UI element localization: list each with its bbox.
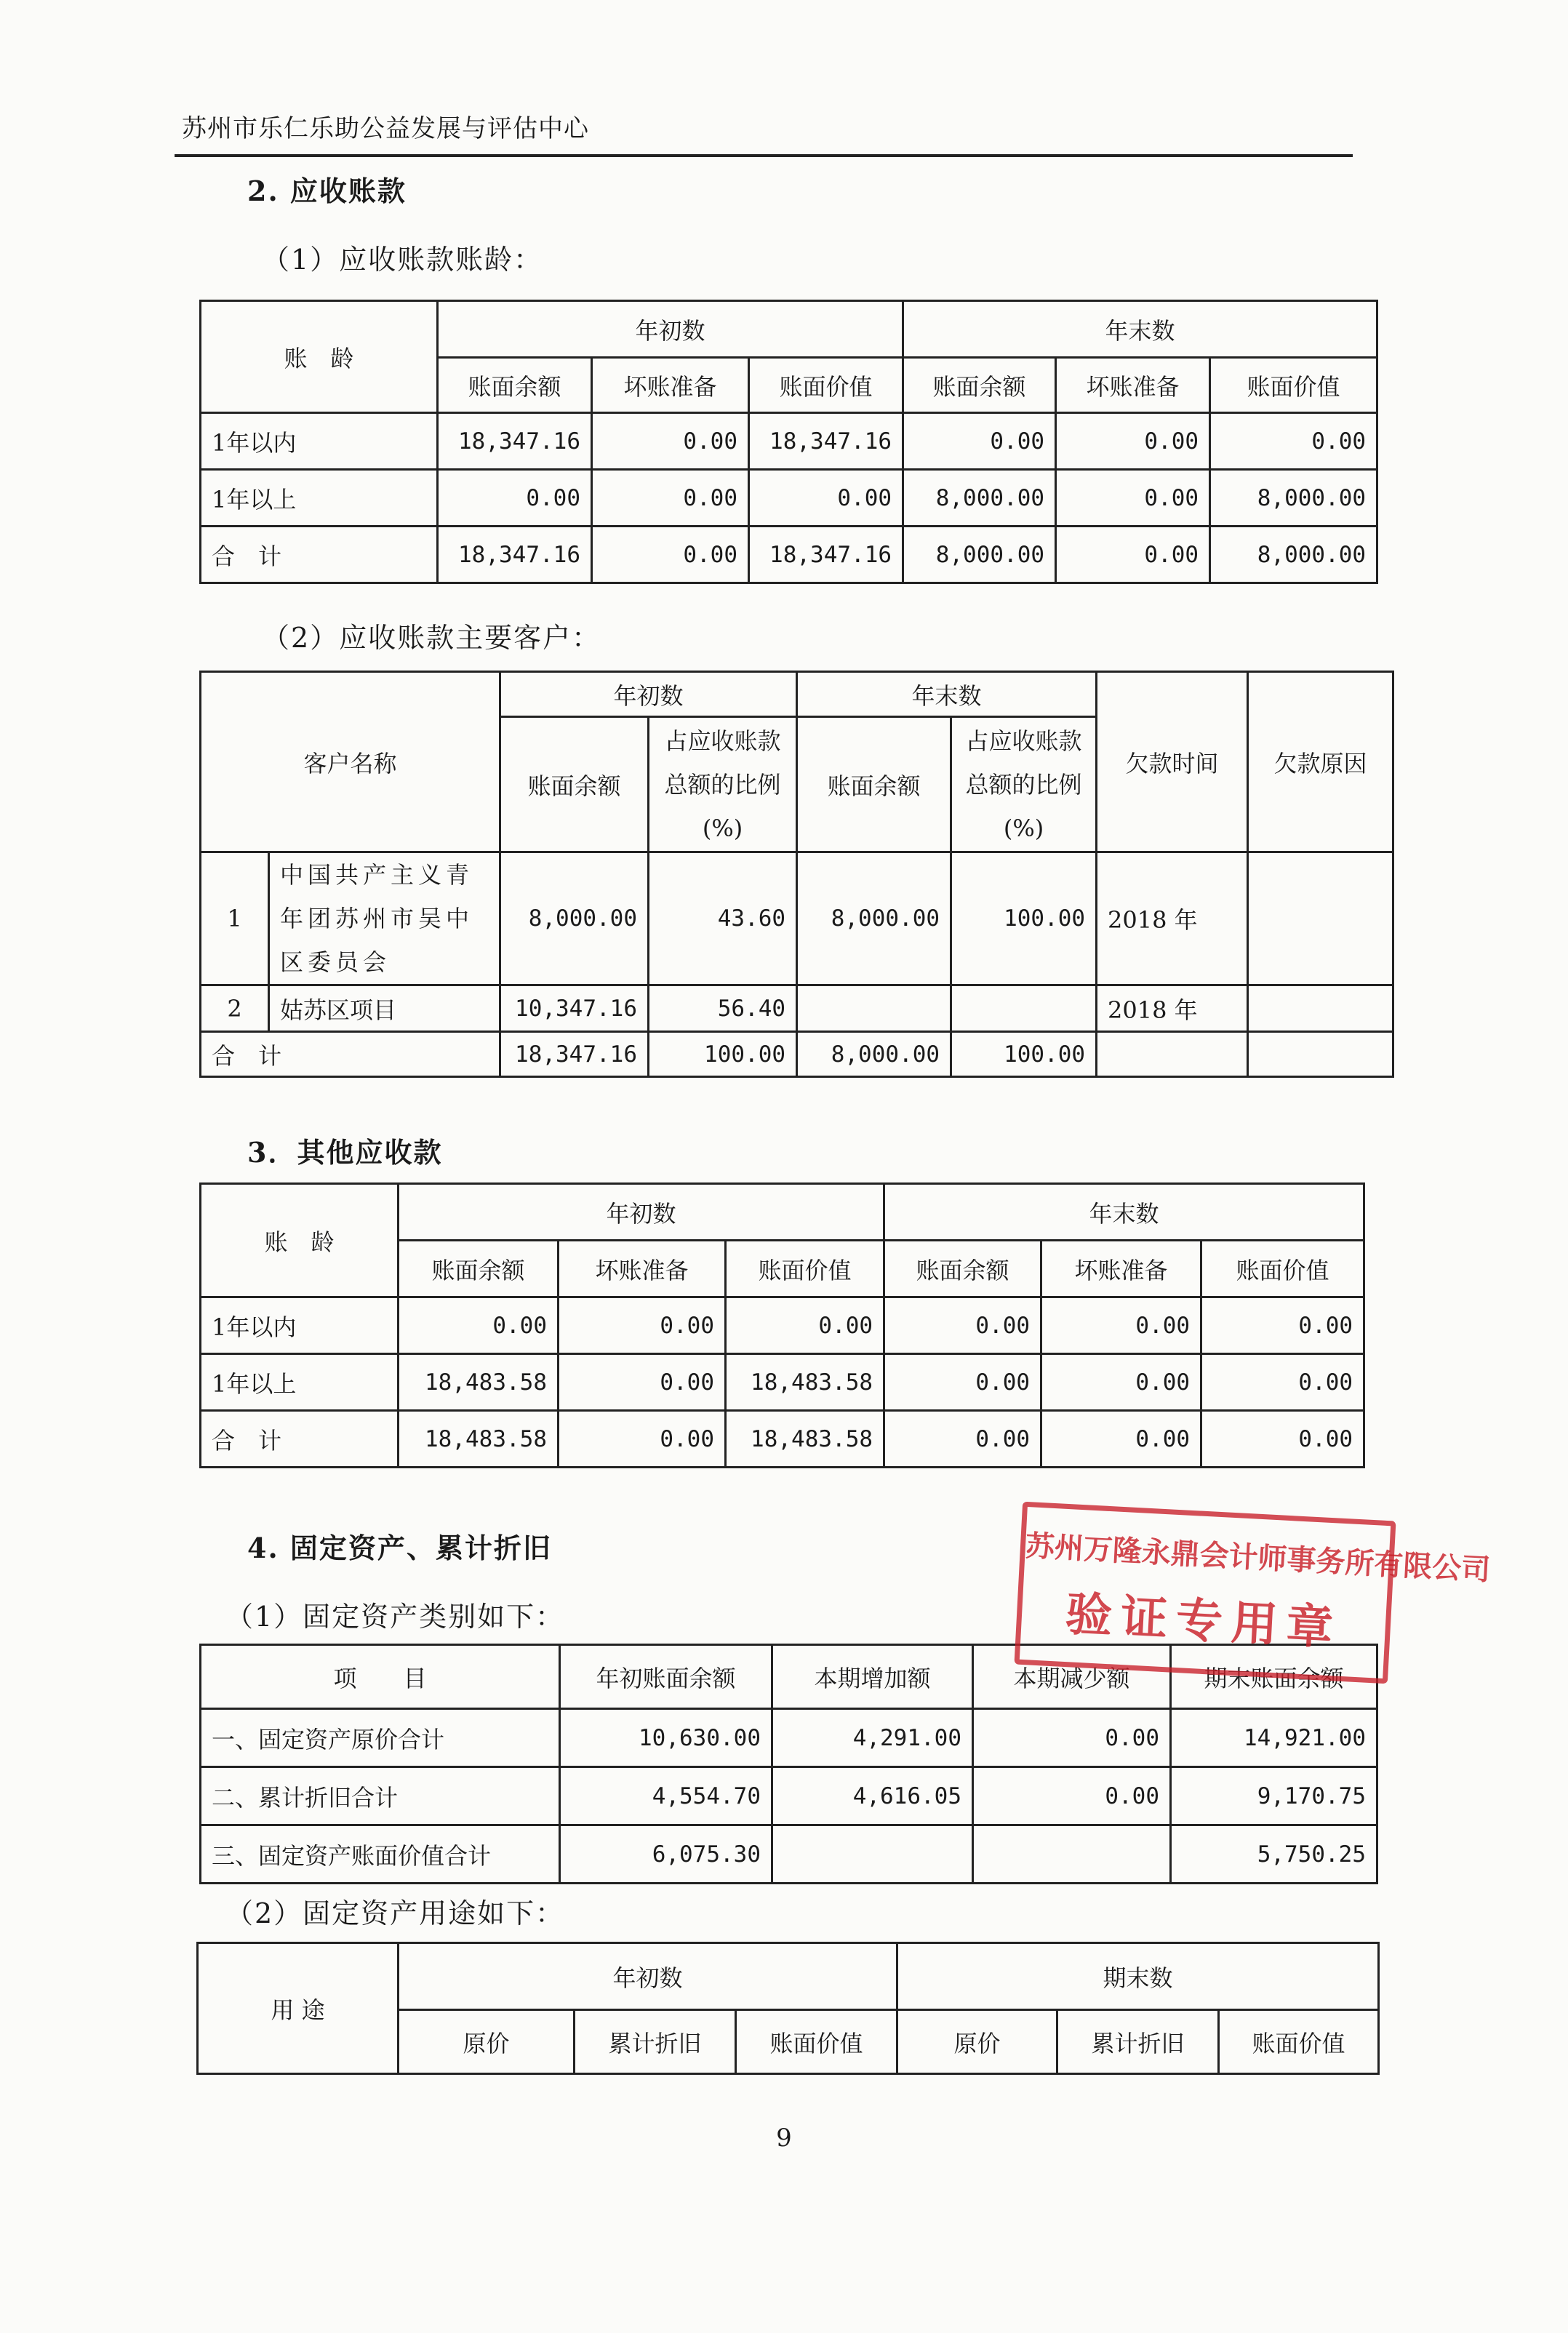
col-age-header: 账 龄: [201, 301, 438, 413]
cell: 0.00: [559, 1297, 726, 1354]
col-header: 账面价值: [749, 358, 903, 413]
group-end-header: 年末数: [797, 672, 1097, 717]
cell: 0.00: [973, 1767, 1171, 1825]
cell: 10,347.16: [500, 985, 649, 1032]
col-ratio-header: 占应收账款总额的比例(%): [951, 717, 1097, 852]
col-header: 坏账准备: [1041, 1241, 1201, 1297]
cell: 6,075.30: [560, 1825, 772, 1884]
cell: 4,616.05: [772, 1767, 973, 1825]
cell: 8,000.00: [903, 527, 1056, 583]
cell: 0.00: [399, 1297, 559, 1354]
row-label: 1年以上: [201, 1354, 399, 1411]
group-begin-header: 年初数: [500, 672, 797, 717]
row-label: 合 计: [201, 527, 438, 583]
cell: 0.00: [884, 1297, 1041, 1354]
cell: 0.00: [1201, 1297, 1364, 1354]
col-time-header: 欠款时间: [1097, 672, 1248, 852]
section-2-2-title: （2）应收账款主要客户：: [262, 622, 601, 654]
table-row-total: [201, 1032, 1393, 1077]
col-header: 累计折旧: [575, 2010, 736, 2074]
cell: 0.00: [1056, 470, 1210, 527]
table-row: [201, 470, 1377, 527]
group-begin-header: 年初数: [438, 301, 903, 358]
cell: 0.00: [438, 470, 592, 527]
cell: 8,000.00: [1210, 470, 1377, 527]
table-row: [201, 852, 1393, 985]
cell: 0.00: [1210, 413, 1377, 470]
cell: 5,750.25: [1171, 1825, 1377, 1884]
cell: 0.00: [592, 527, 749, 583]
cell: 56.40: [649, 985, 797, 1032]
col-balance-header: 账面余额: [500, 717, 649, 852]
row-label: 二、累计折旧合计: [201, 1767, 560, 1825]
table-row: [201, 1354, 1364, 1411]
page-number: 9: [776, 2124, 792, 2153]
cell: 18,347.16: [500, 1032, 649, 1077]
col-header: 账面价值: [736, 2010, 897, 2074]
cell: 0.00: [559, 1354, 726, 1411]
cell: 8,000.00: [500, 852, 649, 985]
cell: 9,170.75: [1171, 1767, 1377, 1825]
cell: [973, 1825, 1171, 1884]
fixed-assets-use-table: [196, 1942, 1380, 2075]
col-ratio-header: 占应收账款总额的比例(%): [649, 717, 797, 852]
col-header: 原价: [897, 2010, 1057, 2074]
fixed-assets-category-table: [199, 1644, 1378, 1884]
table-row-total: [201, 527, 1377, 583]
col-header: 本期增加额: [772, 1645, 973, 1709]
col-header: 账面价值: [1219, 2010, 1379, 2074]
receivables-customers-table: [199, 671, 1394, 1078]
col-header: 原价: [399, 2010, 575, 2074]
cell: 14,921.00: [1171, 1709, 1377, 1767]
cell: 18,483.58: [726, 1411, 884, 1468]
cell: [772, 1825, 973, 1884]
cell: 10,630.00: [560, 1709, 772, 1767]
cell: 0.00: [884, 1411, 1041, 1468]
row-label: 三、固定资产账面价值合计: [201, 1825, 560, 1884]
cell: 0.00: [1201, 1411, 1364, 1468]
stamp-firm-name: 苏州万隆永鼎会计师事务所有限公司: [1024, 1529, 1492, 1588]
cell: 43.60: [649, 852, 797, 985]
row-label: 一、固定资产原价合计: [201, 1709, 560, 1767]
cell: 8,000.00: [1210, 527, 1377, 583]
cell: 0.00: [559, 1411, 726, 1468]
col-header: 坏账准备: [1056, 358, 1210, 413]
cell: 100.00: [649, 1032, 797, 1077]
cell: 0.00: [1056, 527, 1210, 583]
table-row-total: [201, 1411, 1364, 1468]
cell: 4,291.00: [772, 1709, 973, 1767]
col-balance-header: 账面余额: [797, 717, 951, 852]
col-header: 账面余额: [438, 358, 592, 413]
col-customer-header: 客户名称: [201, 672, 500, 852]
row-label: 合 计: [201, 1032, 500, 1077]
group-end-header: 期末数: [897, 1943, 1379, 2010]
cell: 0.00: [1041, 1297, 1201, 1354]
cell: 0.00: [1056, 413, 1210, 470]
table-row: [201, 413, 1377, 470]
cell: [1248, 985, 1393, 1032]
cell: 18,347.16: [438, 527, 592, 583]
col-header: 账面价值: [726, 1241, 884, 1297]
section-2-1-title: （1）应收账款账龄：: [262, 244, 543, 276]
cell: 18,483.58: [399, 1411, 559, 1468]
section-4-1-title: （1）固定资产类别如下：: [225, 1601, 565, 1633]
cell: [797, 985, 951, 1032]
section-4-2-title: （2）固定资产用途如下：: [225, 1897, 565, 1929]
cell: 0.00: [884, 1354, 1041, 1411]
col-header: 账面余额: [903, 358, 1056, 413]
stamp-purpose: 验证专用章: [1064, 1587, 1343, 1656]
col-header: 期末账面余额: [1171, 1645, 1377, 1709]
customer-name: 中国共产主义青年团苏州市吴中区委员会: [269, 852, 500, 985]
table-row: [201, 1767, 1377, 1825]
row-label: 合 计: [201, 1411, 399, 1468]
other-receivables-table: [199, 1182, 1365, 1468]
cell: [1248, 852, 1393, 985]
col-header: 账面价值: [1210, 358, 1377, 413]
section-3-title: 3．其他应收款: [247, 1136, 443, 1169]
row-label: 1年以上: [201, 470, 438, 527]
cell: 8,000.00: [797, 852, 951, 985]
section-4-title: 4. 固定资产、累计折旧: [247, 1532, 552, 1564]
cell: [1248, 1032, 1393, 1077]
row-no: 2: [201, 985, 269, 1032]
cell: 18,483.58: [399, 1354, 559, 1411]
col-use-header: 用 途: [198, 1943, 399, 2074]
customer-name: 姑苏区项目: [269, 985, 500, 1032]
col-header: 账面余额: [884, 1241, 1041, 1297]
col-header: 坏账准备: [559, 1241, 726, 1297]
cell: 100.00: [951, 852, 1097, 985]
cell: 8,000.00: [797, 1032, 951, 1077]
row-label: 1年以内: [201, 1297, 399, 1354]
cell: 18,347.16: [438, 413, 592, 470]
cell: 0.00: [903, 413, 1056, 470]
cell: 0.00: [1201, 1354, 1364, 1411]
col-header: 账面余额: [399, 1241, 559, 1297]
table-row: [201, 1709, 1377, 1767]
col-header: 累计折旧: [1057, 2010, 1219, 2074]
table-row: [201, 1297, 1364, 1354]
cell: 2018 年: [1097, 852, 1248, 985]
row-no: 1: [201, 852, 269, 985]
cell: 0.00: [749, 470, 903, 527]
group-end-header: 年末数: [884, 1184, 1364, 1241]
cell: 0.00: [1041, 1411, 1201, 1468]
col-header: 项 目: [201, 1645, 560, 1709]
page-header: [175, 96, 1353, 157]
audit-stamp: [1014, 1502, 1492, 1684]
cell: 18,347.16: [749, 413, 903, 470]
col-reason-header: 欠款原因: [1248, 672, 1393, 852]
cell: [1097, 1032, 1248, 1077]
cell: 0.00: [592, 413, 749, 470]
cell: 2018 年: [1097, 985, 1248, 1032]
org-name: 苏州市乐仁乐助公益发展与评估中心: [182, 114, 589, 143]
row-label: 1年以内: [201, 413, 438, 470]
col-age-header: 账 龄: [201, 1184, 399, 1297]
group-begin-header: 年初数: [399, 1943, 897, 2010]
col-header: 本期减少额: [973, 1645, 1171, 1709]
cell: 18,347.16: [749, 527, 903, 583]
cell: 0.00: [592, 470, 749, 527]
col-header: 账面价值: [1201, 1241, 1364, 1297]
cell: 100.00: [951, 1032, 1097, 1077]
cell: 4,554.70: [560, 1767, 772, 1825]
section-2-title: 2. 应收账款: [247, 175, 407, 207]
cell: 0.00: [973, 1709, 1171, 1767]
col-header: 年初账面余额: [560, 1645, 772, 1709]
group-begin-header: 年初数: [399, 1184, 884, 1241]
receivables-aging-table: [199, 300, 1378, 584]
cell: 18,483.58: [726, 1354, 884, 1411]
col-header: 坏账准备: [592, 358, 749, 413]
group-end-header: 年末数: [903, 301, 1377, 358]
cell: 0.00: [1041, 1354, 1201, 1411]
table-row: [201, 985, 1393, 1032]
cell: [951, 985, 1097, 1032]
table-row: [201, 1825, 1377, 1884]
cell: 0.00: [726, 1297, 884, 1354]
cell: 8,000.00: [903, 470, 1056, 527]
